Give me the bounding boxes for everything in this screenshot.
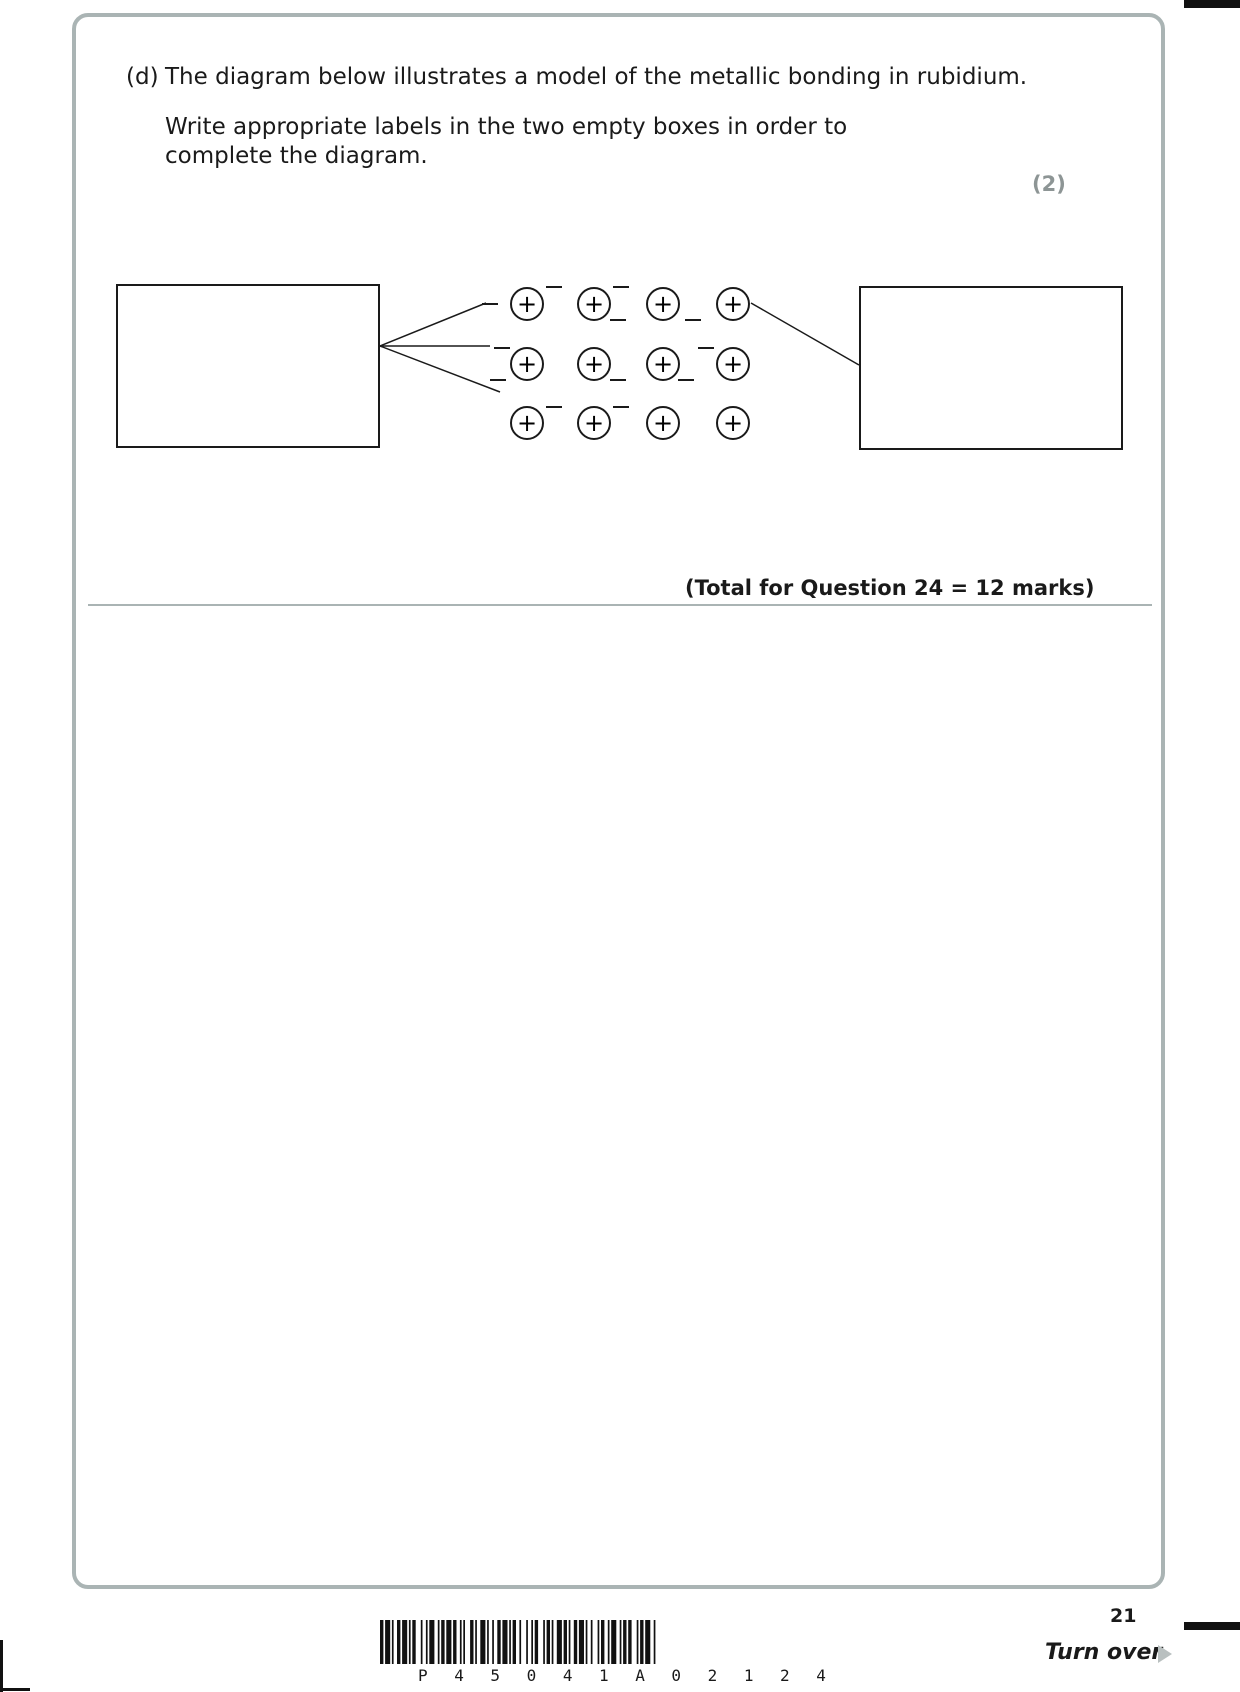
barcode-bar [535,1620,538,1664]
barcode-bar [385,1620,390,1664]
barcode-bar [397,1620,400,1664]
barcode-digits [418,1666,826,1685]
registration-mark [0,1640,3,1692]
barcode-bar [502,1620,507,1664]
barcode-bar [460,1620,462,1664]
barcode-bar [569,1620,571,1664]
barcode-bar [412,1620,415,1664]
ion-charge-label: + [516,350,538,378]
barcode-bar [421,1620,423,1664]
barcode-bar [453,1620,456,1664]
ion-charge-label: + [583,290,605,318]
barcode-digit: 4 [454,1666,464,1685]
marks-available: (2) [1032,172,1066,196]
barcode-bar [438,1620,440,1664]
leader-line [380,346,500,392]
barcode-bar [509,1620,511,1664]
barcode-digit: 1 [599,1666,609,1685]
barcode-bar [598,1620,600,1664]
barcode-bar [487,1620,489,1664]
leader-line [751,303,859,365]
barcode-bar [637,1620,639,1664]
barcode-bar [519,1620,521,1664]
barcode-bar [409,1620,411,1664]
barcode-bar [640,1620,643,1664]
ion-charge-label: + [722,409,744,437]
barcode-bar [608,1620,610,1664]
barcode-bar [392,1620,394,1664]
barcode-bar [441,1620,444,1664]
barcode-bar [492,1620,494,1664]
divider [88,604,1152,606]
barcode-bar [579,1620,584,1664]
barcode-bar [574,1620,577,1664]
barcode-bar [475,1620,477,1664]
barcode-bar [601,1620,604,1664]
ion-charge-label: + [583,350,605,378]
barcode-bar [380,1620,383,1664]
barcode-digit: 0 [671,1666,682,1685]
barcode-bar [645,1620,650,1664]
page-number: 21 [1110,1605,1137,1627]
answer-box-left[interactable] [116,284,380,448]
barcode-bar [611,1620,616,1664]
barcode-digit: 5 [490,1666,501,1685]
barcode-digit: 2 [707,1666,718,1685]
barcode-bar [429,1620,434,1664]
barcode-bar [513,1620,516,1664]
barcode-bar [564,1620,567,1664]
barcode-bar [531,1620,533,1664]
barcode-digit: 1 [743,1666,754,1685]
barcode-bar [552,1620,554,1664]
registration-mark [0,1688,30,1691]
registration-mark [1184,0,1240,8]
ion-charge-label: + [516,409,538,437]
ion-charge-label: + [722,350,744,378]
ion-charge-label: + [722,290,744,318]
barcode-bar [620,1620,622,1664]
barcode-digit: P [418,1666,428,1685]
registration-mark [1184,1622,1240,1630]
ion-charge-label: + [652,290,674,318]
ion-charge-label: + [652,409,674,437]
barcode-digit: 0 [526,1666,537,1685]
question-instruction: Write appropriate labels in the two empty boxes in order to complete the diagram. [165,114,848,169]
leader-line [380,303,486,346]
barcode-bar [426,1620,428,1664]
barcode-bar [402,1620,407,1664]
barcode-bar [547,1620,550,1664]
barcode-bar [591,1620,593,1664]
question-label: (d) [126,64,159,90]
turn-over-label: Turn over [1045,1640,1163,1665]
barcode-bar [526,1620,528,1664]
barcode-digit: 4 [816,1666,826,1685]
turn-over-arrow-icon [1158,1645,1172,1663]
barcode-bar [557,1620,562,1664]
answer-box-right[interactable] [859,286,1123,450]
barcode-digit: 2 [780,1666,790,1685]
ion-charge-label: + [516,290,538,318]
barcode-bar [446,1620,451,1664]
barcode-bar [470,1620,473,1664]
ion-charge-label: + [583,409,605,437]
barcode [380,1620,860,1666]
barcode-bar [497,1620,500,1664]
barcode-bar [628,1620,631,1664]
barcode-digit: 4 [562,1666,573,1685]
question-total: (Total for Question 24 = 12 marks) [685,576,1095,600]
barcode-bar [543,1620,545,1664]
barcode-digit: A [635,1666,645,1685]
barcode-bar [480,1620,485,1664]
ion-charge-label: + [652,350,674,378]
barcode-bar [654,1620,656,1664]
barcode-bar [463,1620,465,1664]
barcode-bar [623,1620,626,1664]
barcode-bar [586,1620,588,1664]
question-text: The diagram below illustrates a model of the metallic bonding in rubidium. [165,64,1028,90]
